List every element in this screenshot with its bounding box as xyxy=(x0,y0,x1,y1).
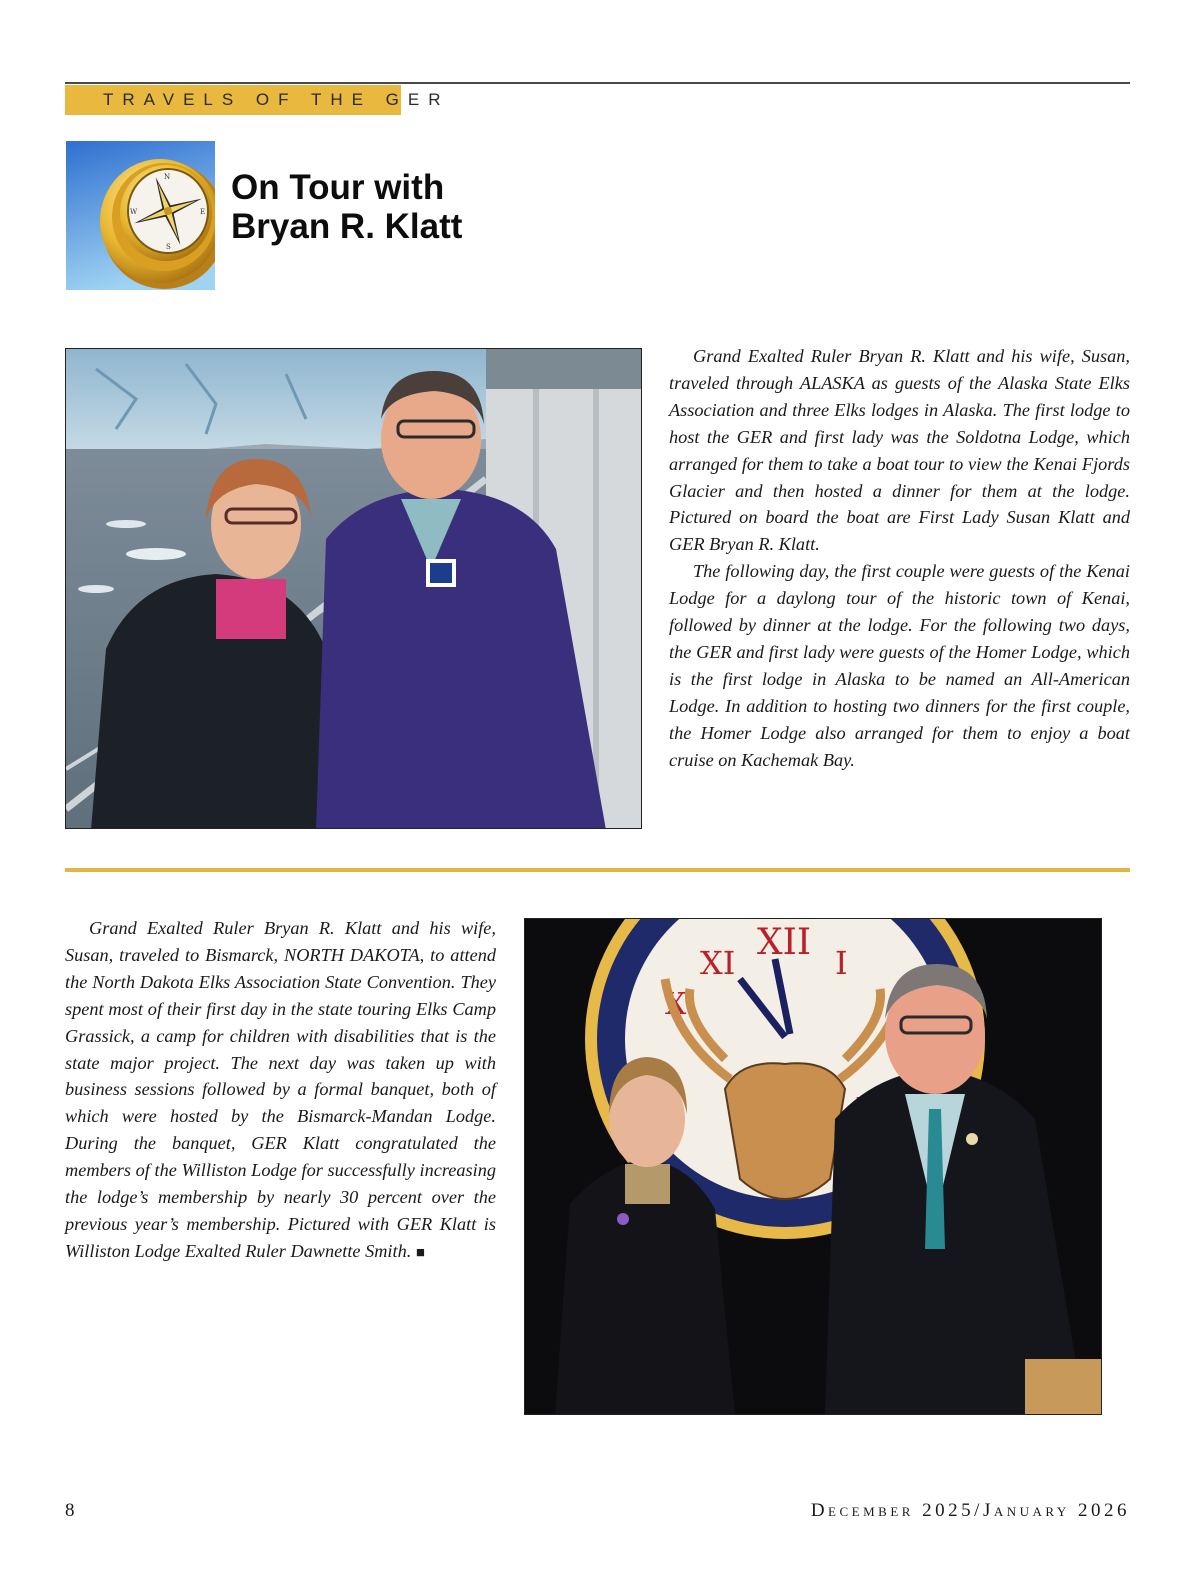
page-number: 8 xyxy=(65,1500,75,1521)
svg-text:I: I xyxy=(835,944,848,982)
story-north-dakota xyxy=(65,915,496,1267)
story-alaska-paragraph: Grand Exalted Ruler Bryan R. Klatt and his wife, Susan, traveled through ALASKA as guests of the Alaska State Elks Association and three Elks lodges in Alaska. The first lodge to host the GER and first lady was the Soldotna Lodge, which arranged for them to take a boat tour to view the Kenai Fjords Glacier and then hosted a dinner for them at the lodge. Pictured on board the boat are First Lady Susan Klatt and GER Bryan R. Klatt. xyxy=(669,346,1130,555)
story-alaska-paragraph: The following day, the first couple were guests of the Kenai Lodge for a daylong tour of the historic town of Kenai, followed by dinner at the lodge. For the following two days, the GER and first lady were guests of the Homer Lodge, which is the first lodge in Alaska to be named an All-American Lodge. In addition to hosting two dinners for the first couple, the Homer Lodge also arranged for them to enjoy a boat cruise on Kachemak Bay. xyxy=(669,561,1130,770)
section-divider xyxy=(65,868,1130,872)
page-title xyxy=(231,168,462,246)
svg-text:XI: XI xyxy=(700,944,736,982)
title-line-2: Bryan R. Klatt xyxy=(231,207,463,246)
svg-text:W: W xyxy=(130,208,138,216)
photo-alaska-boat xyxy=(65,348,642,829)
svg-text:E: E xyxy=(200,208,206,216)
issue-date: December 2025/January 2026 xyxy=(810,1500,1130,1521)
section-tag: TRAVELS OF THE GER xyxy=(65,85,401,115)
title-line-1: On Tour with xyxy=(231,168,445,207)
photo-north-dakota-banquet xyxy=(524,918,1102,1415)
story-north-dakota-text: Grand Exalted Ruler Bryan R. Klatt and his wife, Susan, traveled to Bismarck, NORTH DAKOTA, to attend the North Dakota Elks Association State Convention. They spent most of their first day in the state touring Elks Camp Grassick, a camp for children with disabilities that is the state major project. The next day was taken up with business sessions followed by a formal banquet, both of which were hosted by the Bismarck-Mandan Lodge. During the banquet, GER Klatt congratulated the members of the Williston Lodge for successfully increasing the lodge’s membership by nearly 30 percent over the previous year’s membership. Pictured with GER Klatt is Williston Lodge Exalted Ruler Dawnette Smith. xyxy=(65,918,496,1261)
svg-text:X: X xyxy=(665,987,687,1022)
story-alaska xyxy=(669,343,1130,774)
svg-text:N: N xyxy=(164,173,171,181)
story-north-dakota-paragraph xyxy=(65,915,496,1267)
compass-icon xyxy=(66,141,215,290)
top-rule xyxy=(65,82,1130,84)
svg-text:XII: XII xyxy=(757,922,812,963)
end-mark-icon: ■ xyxy=(415,1244,425,1261)
svg-text:S: S xyxy=(166,243,171,251)
